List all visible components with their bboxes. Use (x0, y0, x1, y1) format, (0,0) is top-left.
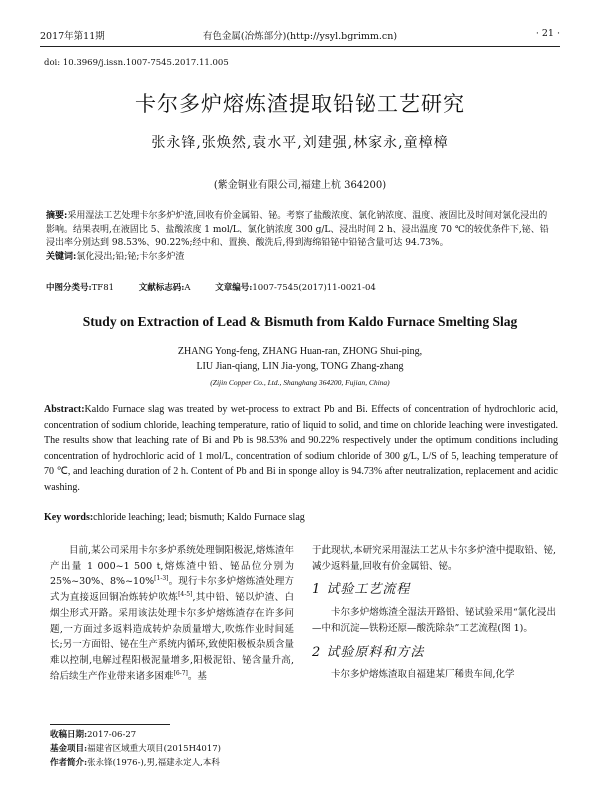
page-number: · 21 · (535, 28, 560, 39)
received-date: 2017-06-27 (87, 730, 137, 740)
paragraph: 于此现状,本研究采用湿法工艺从卡尔多炉渣中提取铅、铋,减少返料量,回收有价金属铅、铋。 (312, 545, 556, 572)
art-value: 1007-7545(2017)11-0021-04 (252, 283, 376, 293)
authors-en-line1: ZHANG Yong-feng, ZHANG Huan-ran, ZHONG Shui-ping, (177, 346, 423, 357)
fund-text: 福建省区域重大项目(2015H4017) (87, 744, 221, 754)
paragraph: 卡尔多炉熔炼渣取自福建某厂稀贵车间,化学 (331, 669, 515, 681)
clc-value: TF81 (91, 283, 115, 293)
paragraph: 卡尔多炉熔炼渣全湿法开路铅、铋试验采用“氯化浸出—中和沉淀—铁粉还原—酸洗除杂”工艺流程(图 1)。 (312, 607, 556, 634)
footnote-rule (50, 724, 170, 725)
citation: [6-7] (173, 669, 188, 677)
journal-name: 有色金属(冶炼部分)(http://ysyl.bgrimm.cn) (202, 31, 398, 42)
abstract-cn-label: 摘要: (46, 211, 68, 221)
authors-cn: 张永锋,张焕然,袁水平,刘建强,林家永,童樟樟 (151, 135, 449, 151)
art-label: 文章编号: (215, 283, 253, 293)
authors-en (0, 344, 600, 374)
footnote (50, 728, 221, 770)
citation: [4-5] (178, 590, 193, 598)
keywords-cn-label: 关键词: (46, 251, 77, 262)
issue-label: 2017年第11期 (40, 31, 105, 42)
fund-label: 基金项目: (50, 744, 88, 754)
abstract-cn-text: 采用湿法工艺处理卡尔多炉炉渣,回收有价金属铅、铋。考察了盐酸浓度、氯化钠浓度、温度、液固比及时间对氯化浸出的影响。结果表明,在液固比 5、盐酸浓度 1 mol/L、氯化钠浓度 300 g/L、浸出时间 2 h、浸出温度 70 ℃的较优条件下,铋、铅浸出率分别达到 98.53%、90.22%;经中和、置换、酸洗后,得到海绵铅铋中铅铋含量可达 94.73%。 (46, 211, 549, 248)
body-text: 目前,某公司采用卡尔多炉系统处理铜阳极泥,熔炼渣年产出量 1 000~1 500 t,熔炼渣中铅、铋品位分别为 25%~30%、8%~10% (50, 545, 294, 588)
body-text: 。基 (187, 670, 207, 682)
citation: [1-3] (154, 575, 169, 583)
abstract-en-label: Abstract: (44, 404, 85, 415)
section-heading-2: 2 试验原料和方法 (312, 644, 425, 660)
abstract-en (44, 402, 558, 496)
author-bio-text: 张永锋(1976-),男,福建永定人,本科 (87, 758, 220, 768)
doc-label: 文献标志码: (138, 283, 185, 293)
body-text: 。现行卡尔多炉熔炼渣处理方式为直接返回铜冶炼转炉吹炼 (50, 576, 294, 604)
header-rule (40, 46, 560, 47)
body-text: ,其中铅、铋以炉渣、白烟尘形式开路。采用该法处理卡尔多炉熔炼渣存在许多问题,一方面过多返料造成转炉杂质量增大,吹炼作业时间延长;另一方面铅、铋在生产系统内循环,致使阳极板杂质含量难以控制,电解过程阳极泥量增多,阳极泥铅、铋含量升高,给后续生产作业带来诸多困难 (50, 592, 294, 682)
received-label: 收稿日期: (50, 730, 88, 740)
title-en: Study on Extraction of Lead & Bismuth from Kaldo Furnace Smelting Slag (82, 314, 518, 329)
author-bio-label: 作者简介: (50, 758, 88, 768)
classification-line (46, 281, 566, 293)
authors-en-line2: LIU Jian-qiang, LIN Jia-yong, TONG Zhang-zhang (196, 361, 404, 372)
clc-label: 中图分类号: (46, 283, 92, 293)
abstract-cn (46, 210, 554, 264)
affiliation-en: (Zijin Copper Co., Ltd., Shanghang 364200, Fujian, China) (210, 378, 390, 387)
doi: doi: 10.3969/j.issn.1007-7545.2017.11.005 (44, 58, 229, 68)
body-column-right (312, 543, 556, 683)
keywords-en (44, 512, 558, 523)
running-header (40, 28, 560, 42)
affiliation-cn: (紫金铜业有限公司,福建上杭 364200) (213, 180, 387, 191)
body-column-left (50, 543, 294, 684)
section-heading-1: 1 试验工艺流程 (312, 582, 411, 598)
keywords-en-text: chloride leaching; lead; bismuth; Kaldo Furnace slag (93, 512, 305, 523)
abstract-en-text: Kaldo Furnace slag was treated by wet-process to extract Pb and Bi. Effects of concentration of hydrochloric acid, concentration of sodium chloride, leaching temperature, ratio of liquid to solid, and time on chloride leaching were investigated. The results show that leaching rate of Bi and Pb is 98.53% and 90.22% respectively under the optimum conditions including concentration of hydrochloric acid of 1 mol/L, concentration of sodium chloride of 300 g/L, L/S of 5, leaching temperature of 70 ℃, and leaching duration of 2 h. Content of Pb and Bi in sponge alloy is 94.73% after neutralization, replacement and acidic washing. (44, 404, 558, 493)
keywords-cn-text: 氯化浸出;铅;铋;卡尔多炉渣 (76, 251, 185, 262)
keywords-en-label: Key words: (44, 512, 94, 523)
title-cn: 卡尔多炉熔炼渣提取铅铋工艺研究 (135, 92, 465, 116)
doc-value: A (184, 283, 191, 293)
